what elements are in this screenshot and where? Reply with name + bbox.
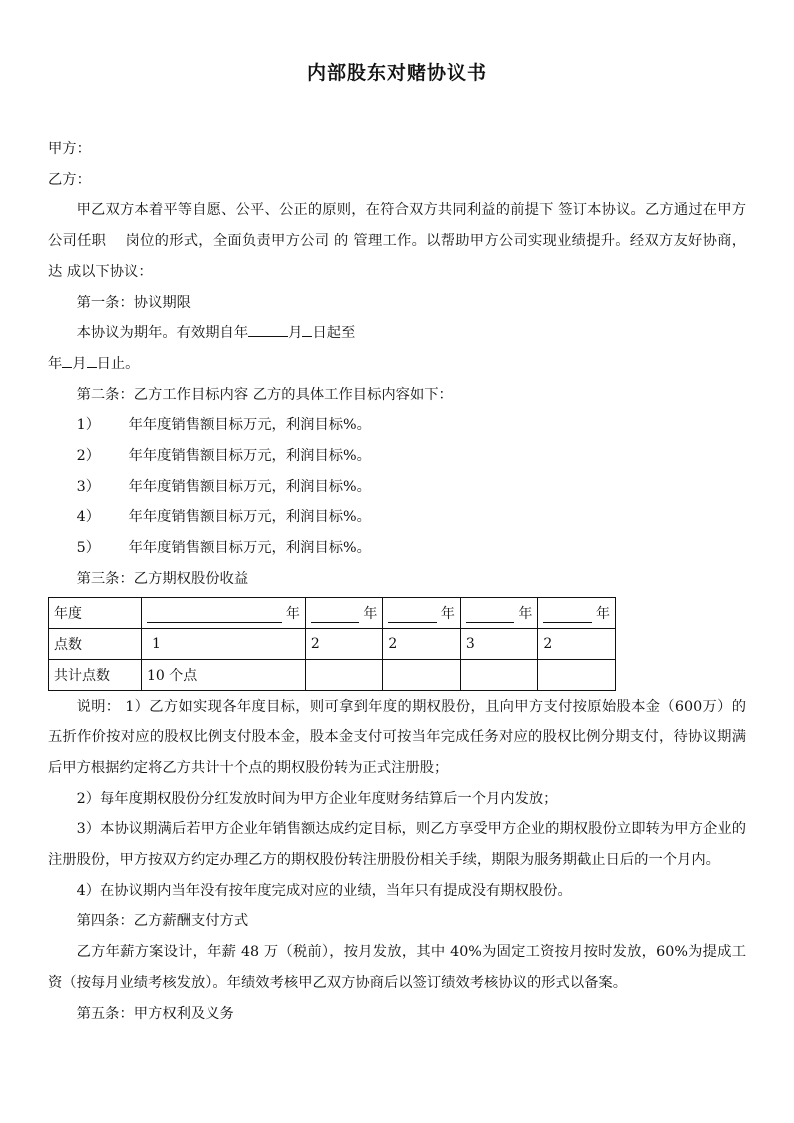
item-text: 年年度销售额目标万元，利润目标%。 bbox=[128, 509, 371, 526]
row-label: 点数 bbox=[49, 628, 142, 659]
year-suffix: 年 bbox=[285, 605, 300, 622]
points-cell: 1 bbox=[142, 628, 306, 659]
total-cell: 10 个点 bbox=[142, 659, 306, 690]
year-suffix: 年 bbox=[440, 605, 455, 622]
item-number: 4） bbox=[76, 509, 100, 526]
points-cell: 2 bbox=[538, 628, 616, 659]
target-item bbox=[48, 502, 746, 533]
note-2: 2）每年度期权股份分红发放时间为甲方企业年度财务结算后一个月内发放； bbox=[76, 790, 558, 807]
points-cell: 2 bbox=[383, 628, 461, 659]
item-number: 3） bbox=[76, 478, 100, 495]
table-row-year bbox=[49, 597, 616, 628]
year-cell bbox=[460, 597, 538, 628]
row-label: 年度 bbox=[49, 597, 142, 628]
text: 日起至 bbox=[312, 325, 356, 342]
points-cell: 2 bbox=[305, 628, 383, 659]
item-text: 年年度销售额目标万元，利润目标%。 bbox=[128, 478, 371, 495]
text: 日止。 bbox=[96, 355, 140, 372]
table-row-points bbox=[49, 628, 616, 659]
text: 年 bbox=[48, 355, 63, 372]
table-row-total bbox=[49, 659, 616, 690]
text: 月 bbox=[72, 355, 87, 372]
party-b-label: 乙方： bbox=[48, 171, 91, 188]
target-item bbox=[48, 472, 746, 503]
blank-field bbox=[302, 320, 312, 337]
target-item bbox=[48, 441, 746, 472]
text: 月 bbox=[288, 325, 303, 342]
party-a-label: 甲方： bbox=[48, 141, 91, 157]
year-suffix: 年 bbox=[518, 605, 533, 622]
item-text: 年年度销售额目标万元，利润目标%。 bbox=[128, 540, 371, 557]
note-1: 说明： 1）乙方如实现各年度目标，则可拿到年度的期权股份，且向甲方支付按原始股本金（600万）的五折作价按对应的股权比例支付股本金，股本金支付可按当年完成任务对应的股权比例分期支付，待协议期满后甲方根据约定将乙方共计十个点的期权股份转为正式注册股； bbox=[48, 698, 746, 776]
empty-cell bbox=[538, 659, 616, 690]
document-body bbox=[48, 134, 746, 1029]
article4-heading: 第四条：乙方薪酬支付方式 bbox=[76, 913, 249, 930]
article2-heading: 第二条：乙方工作目标内容 乙方的具体工作目标内容如下： bbox=[76, 386, 453, 403]
item-number: 5） bbox=[76, 540, 100, 557]
note-3: 3）本协议期满后若甲方企业年销售额达成约定目标，则乙方享受甲方企业的期权股份立即转为甲方企业的注册股份，甲方按双方约定办理乙方的期权股份转注册股份相关手续，期限为服务期截止日后的一个月内。 bbox=[48, 821, 746, 869]
article1-end-line bbox=[48, 349, 746, 380]
year-cell bbox=[305, 597, 383, 628]
document-title: 内部股东对赌协议书 bbox=[306, 62, 487, 84]
blank-field bbox=[87, 351, 97, 368]
points-cell: 3 bbox=[460, 628, 538, 659]
year-cell bbox=[383, 597, 461, 628]
note-4: 4）在协议期内当年没有按年度完成对应的业绩，当年只有提成没有期权股份。 bbox=[76, 882, 572, 899]
equity-points-table bbox=[48, 597, 616, 691]
article1-heading: 第一条：协议期限 bbox=[76, 294, 191, 311]
target-list bbox=[48, 410, 746, 564]
article1-term-line bbox=[48, 318, 746, 349]
article4-text: 乙方年薪方案设计，年薪 48 万（税前），按月发放，其中 40%为固定工资按月按时发放，60%为提成工资（按每月业绩考核发放）。年绩效考核甲乙双方协商后以签订绩效考核协议的形式以备案。 bbox=[48, 944, 746, 991]
empty-cell bbox=[383, 659, 461, 690]
year-suffix: 年 bbox=[596, 605, 610, 622]
item-number: 1） bbox=[76, 417, 100, 434]
row-label: 共计点数 bbox=[49, 659, 142, 690]
item-text: 年年度销售额目标万元，利润目标%。 bbox=[128, 448, 371, 465]
year-cell bbox=[142, 597, 306, 628]
blank-field bbox=[62, 351, 72, 368]
blank-field bbox=[248, 320, 288, 337]
year-cell bbox=[538, 597, 616, 628]
target-item bbox=[48, 533, 746, 564]
year-suffix: 年 bbox=[363, 605, 378, 622]
article3-heading: 第三条：乙方期权股份收益 bbox=[76, 570, 249, 587]
item-text: 年年度销售额目标万元，利润目标%。 bbox=[128, 417, 371, 434]
target-item bbox=[48, 410, 746, 441]
article5-heading: 第五条：甲方权利及义务 bbox=[76, 1005, 234, 1022]
empty-cell bbox=[305, 659, 383, 690]
empty-cell bbox=[460, 659, 538, 690]
item-number: 2） bbox=[76, 448, 100, 465]
intro-paragraph: 甲乙双方本着平等自愿、公平、公正的原则，在符合双方共同利益的前提下 签订本协议。乙方通过在甲方公司任职 岗位的形式，全面负责甲方公司 的 管理工作。以帮助甲方公司实现业绩提升。经双方友好协商，达 成以下协议： bbox=[48, 202, 746, 280]
text: 本协议为期年。有效期自年 bbox=[76, 325, 249, 342]
